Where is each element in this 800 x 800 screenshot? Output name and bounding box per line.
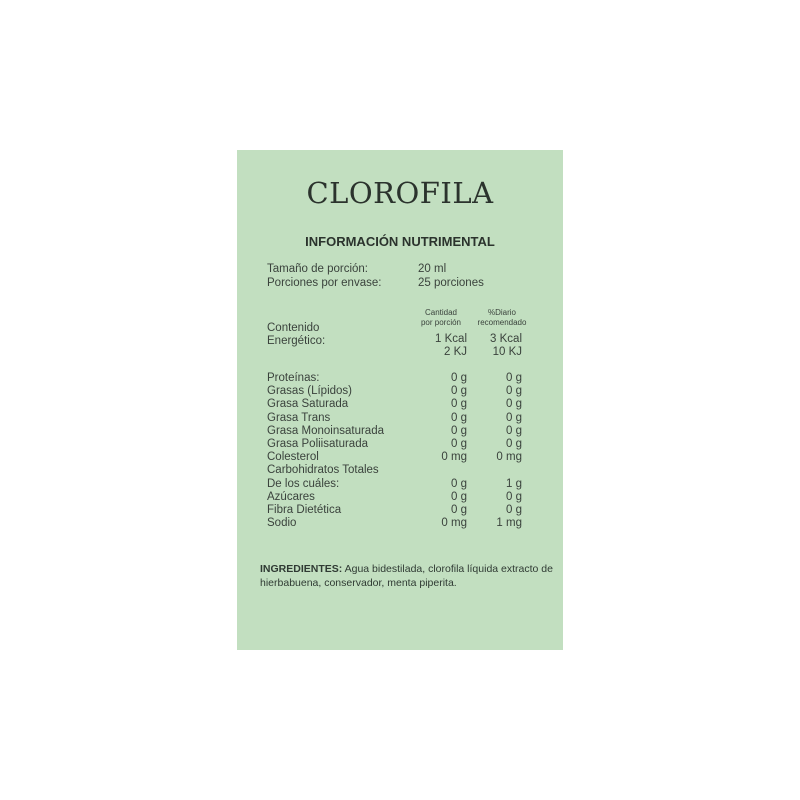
daily-header-line2: recomendado	[477, 318, 527, 327]
ingredients-block	[260, 562, 560, 590]
nutrient-amount: 0 g	[451, 477, 467, 490]
nutrition-heading: INFORMACIÓN NUTRIMENTAL	[305, 234, 495, 249]
serving-size-value: 20 ml	[418, 263, 447, 275]
servings-per-pack-value: 25 porciones	[418, 277, 484, 289]
nutrient-name: Grasa Trans	[267, 411, 331, 424]
nutrition-label-card	[237, 150, 563, 650]
product-title: CLOROFILA	[306, 176, 494, 210]
nutrient-daily: 0 g	[506, 438, 522, 450]
nutrient-name: Grasa Poliisaturada	[267, 438, 368, 450]
ingredients-text: Agua bidestilada, clorofila líquida extracto de hierbabuena, conservador, menta piperita.	[260, 563, 553, 589]
servings-per-pack-label: Porciones por envase:	[267, 277, 382, 289]
nutrient-daily: 0 g	[506, 411, 522, 424]
energy-kcal-amount: 1 Kcal	[435, 333, 467, 345]
nutrient-amount: 0 g	[451, 385, 467, 398]
amount-header-line1: Cantidad	[424, 308, 458, 317]
nutrient-name: Grasa Monoinsaturada	[267, 424, 384, 437]
nutrient-name: Azúcares	[267, 490, 315, 503]
nutrient-name: Grasas (Lípidos)	[267, 385, 353, 398]
nutrient-amount: 0 g	[451, 424, 467, 437]
nutrient-name: Grasa Saturada	[267, 398, 349, 411]
amount-header	[411, 308, 471, 328]
energy-label-line1: Contenido	[267, 322, 320, 334]
nutrient-amount: 0 g	[451, 504, 467, 516]
nutrient-daily: 1 g	[506, 477, 522, 490]
nutrient-amount: 0 g	[451, 411, 467, 424]
nutrient-daily: 1 mg	[496, 517, 522, 530]
nutrient-daily: 0 g	[506, 385, 522, 398]
nutrient-name: Fibra Dietética	[267, 504, 342, 516]
nutrient-daily: 0 mg	[496, 451, 522, 464]
energy-label-line2: Energético:	[267, 335, 326, 347]
nutrient-amount: 0 g	[451, 372, 467, 384]
nutrient-daily: 0 g	[506, 424, 522, 437]
nutrient-amount: 0 g	[451, 398, 467, 411]
daily-header-line1: %Diario	[487, 308, 516, 317]
nutrient-name: De los cuáles:	[267, 477, 340, 490]
serving-size-label: Tamaño de porción:	[267, 263, 369, 275]
energy-kj-amount: 2 KJ	[443, 346, 467, 358]
energy-kj-daily: 10 KJ	[492, 346, 522, 358]
nutrient-name: Colesterol	[267, 451, 319, 464]
nutrient-daily: 0 g	[506, 372, 522, 384]
nutrient-daily: 0 g	[506, 504, 522, 516]
nutrient-amount: 0 g	[451, 438, 467, 450]
nutrient-amount: 0 g	[451, 490, 467, 503]
amount-header-line2: por porción	[420, 318, 462, 327]
nutrient-amount: 0 mg	[441, 451, 467, 464]
daily-header	[470, 308, 534, 328]
nutrient-name: Proteínas:	[267, 372, 320, 384]
nutrient-daily: 0 g	[506, 490, 522, 503]
ingredients-label: INGREDIENTES:	[260, 563, 343, 575]
nutrient-name: Carbohidratos Totales	[267, 464, 379, 477]
nutrient-name: Sodio	[267, 517, 297, 530]
nutrient-daily: 0 g	[506, 398, 522, 411]
energy-kcal-daily: 3 Kcal	[490, 333, 522, 345]
nutrient-amount: 0 mg	[441, 517, 467, 530]
